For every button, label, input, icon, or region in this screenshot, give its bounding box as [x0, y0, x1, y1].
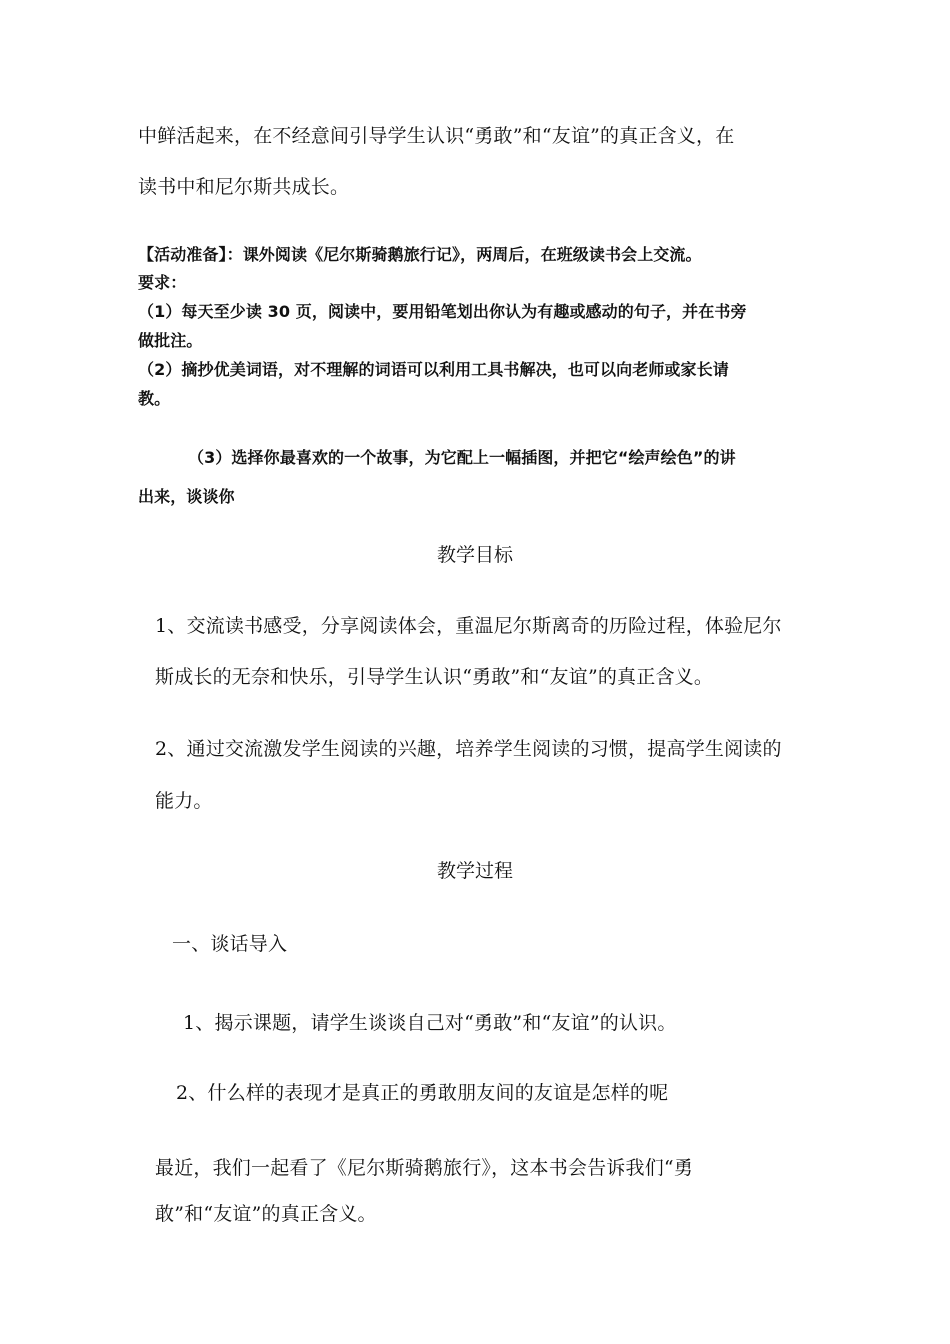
- process-item-1: 1、揭示课题，请学生谈谈自己对“勇敢”和“友谊”的认识。: [183, 1012, 677, 1034]
- closing-line-1: 最近，我们一起看了《尼尔斯骑鹅旅行》，这本书会告诉我们“勇: [155, 1157, 694, 1179]
- requirement-3-line-2: 出来，谈谈你: [138, 487, 235, 506]
- requirement-2-line-1: （2）摘抄优美词语，对不理解的词语可以利用工具书解决，也可以向老师或家长请: [138, 360, 729, 379]
- objective-2-line-1: 2、通过交流激发学生阅读的兴趣，培养学生阅读的习惯，提高学生阅读的: [155, 738, 782, 760]
- requirement-1-line-1: （1）每天至少读 30 页，阅读中，要用铅笔划出你认为有趣或感动的句子，并在书旁: [138, 302, 747, 321]
- requirement-1-line-2: 做批注。: [138, 331, 203, 350]
- requirements-label: 要求：: [138, 273, 187, 292]
- section-1-heading: 一、谈话导入: [172, 933, 288, 955]
- intro-line-1: 中鲜活起来，在不经意间引导学生认识“勇敢”和“友谊”的真正含义，在: [138, 125, 735, 147]
- intro-line-2: 读书中和尼尔斯共成长。: [138, 176, 350, 198]
- process-heading: 教学过程: [436, 860, 513, 882]
- activity-preparation: 【活动准备】：课外阅读《尼尔斯骑鹅旅行记》，两周后，在班级读书会上交流。: [138, 245, 702, 264]
- requirement-3-line-1: （3）选择你最喜欢的一个故事，为它配上一幅插图，并把它“绘声绘色”的讲: [188, 448, 736, 467]
- objective-2-line-2: 能力。: [155, 790, 213, 812]
- objective-1-line-2: 斯成长的无奈和快乐，引导学生认识“勇敢”和“友谊”的真正含义。: [155, 666, 714, 688]
- process-item-2: 2、什么样的表现才是真正的勇敢朋友间的友谊是怎样的呢: [176, 1082, 669, 1104]
- closing-line-2: 敢”和“友谊”的真正含义。: [155, 1203, 377, 1225]
- requirement-2-line-2: 教。: [138, 389, 171, 408]
- objective-1-line-1: 1、交流读书感受，分享阅读体会，重温尼尔斯离奇的历险过程，体验尼尔: [155, 615, 782, 637]
- objectives-heading: 教学目标: [436, 544, 513, 566]
